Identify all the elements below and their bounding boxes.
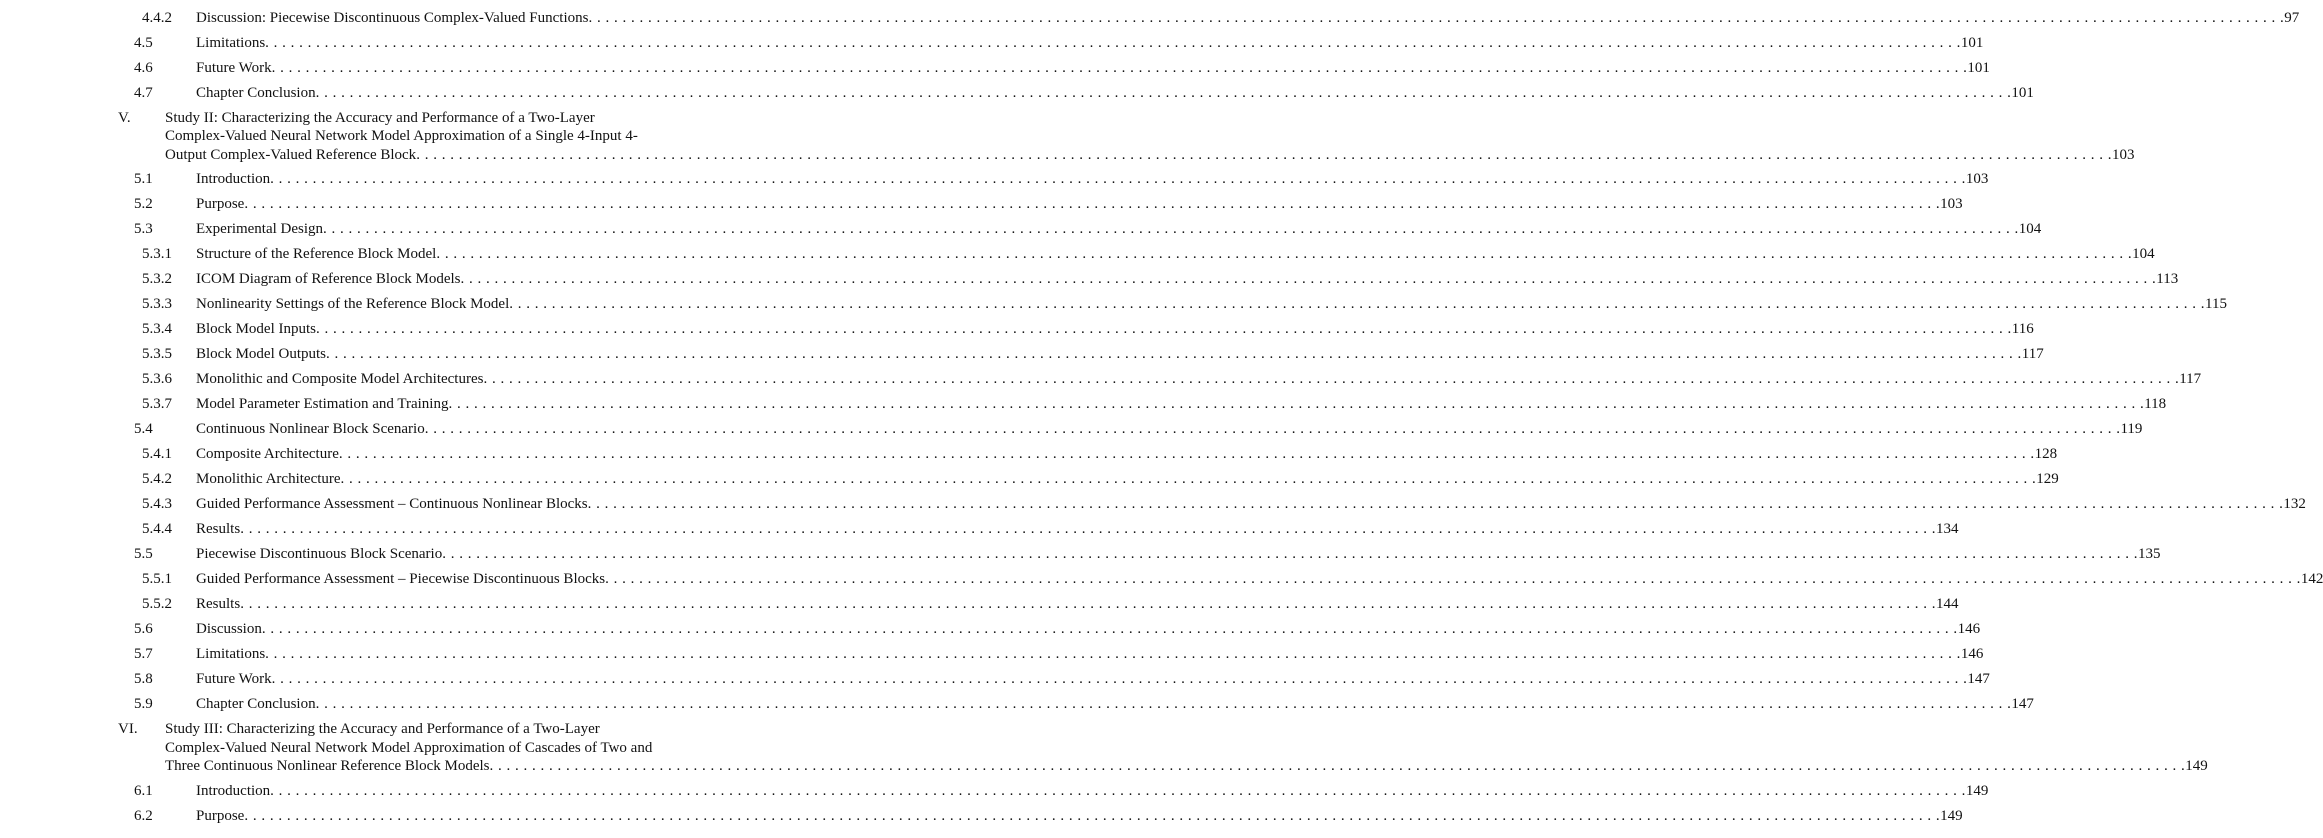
dot-leader: . . . . . . . . . . . . . . . . . . . . . . . . . . . . . . . . . . . . . . . . . . . . . . . . . . . . . . . . . . . . . . . . . . . . . . . . . . . . . . . . . . . . . . . . . . . . . . . . . . . . . . . . . . . . . . . . . . . . . . . . . . . . . . . . . . . . . . . . . . . . . . . . . . . . . . . . . . . . . . . . . . . . . . . . . . . . . . . . . . . . . . . . . . . . . . . . . . . . . . . . (316, 321, 2012, 337)
page-number: 132 (2283, 496, 2306, 512)
section-number: 5.3.6 (142, 371, 172, 387)
toc-entry[interactable] (0, 779, 1989, 804)
page-number: 101 (1967, 59, 1990, 76)
page-number: 128 (2034, 446, 2058, 462)
section-title: Guided Performance Assessment – Continuous Nonlinear Blocks (196, 496, 588, 512)
page-number: 101 (1960, 34, 1984, 51)
chapter-title (165, 109, 2135, 165)
dot-leader: . . . . . . . . . . . . . . . . . . . . . . . . . . . . . . . . . . . . . . . . . . . . . . . . . . . . . . . . . . . . . . . . . . . . . . . . . . . . . . . . . . . . . . . . . . . . . . . . . . . . . . . . . . . . . . . . . . . . . . . . . . . . . . . . . . . . . . . . . . . . . . . . . . . . . . . . . . . . . . . . . . . . . . . . . . . . . . . . . . . . . . . . . . . . . . . . . . . . . . . . (442, 546, 2138, 562)
section-number: 5.1 (134, 171, 153, 187)
section-number: 5.8 (134, 671, 153, 687)
section-title: Discussion (196, 621, 262, 637)
toc-entry-line (196, 567, 2323, 592)
section-title: Purpose (196, 196, 245, 212)
dot-leader: . . . . . . . . . . . . . . . . . . . . . . . . . . . . . . . . . . . . . . . . . . . . . . . . . . . . . . . . . . . . . . . . . . . . . . . . . . . . . . . . . . . . . . . . . . . . . . . . . . . . . . . . . . . . . . . . . . . . . . . . . . . . . . . . . . . . . . . . . . . . . . . . . . . . . . . . . . . . . . . . . . . . . . . . . . . . . . . . . . . . . . . . . . . . . . . . . . . . . . . . (605, 571, 2301, 587)
toc-entry-line (196, 242, 2155, 267)
dot-leader: . . . . . . . . . . . . . . . . . . . . . . . . . . . . . . . . . . . . . . . . . . . . . . . . . . . . . . . . . . . . . . . . . . . . . . . . . . . . . . . . . . . . . . . . . . . . . . . . . . . . . . . . . . . . . . . . . . . . . . . . . . . . . . . . . . . . . . . . . . . . . . . . . . . . . . . . . . . . . . . . . . . . . . . . . . . . . . . . . . . . . . . . . . . . . . . . . . . . . . . . (483, 371, 2180, 387)
toc-entry[interactable] (0, 192, 1963, 217)
chapter-title (165, 720, 2208, 776)
section-number: 5.2 (134, 196, 153, 212)
toc-entry[interactable] (0, 567, 2323, 592)
chapter-title-line: Complex-Valued Neural Network Model Approximation of a Single 4-Input 4- (165, 128, 638, 144)
page-number: 142 (2300, 571, 2323, 587)
section-title: Continuous Nonlinear Block Scenario (196, 421, 425, 437)
section-title: Monolithic and Composite Model Architectures (196, 371, 484, 387)
dot-leader: . . . . . . . . . . . . . . . . . . . . . . . . . . . . . . . . . . . . . . . . . . . . . . . . . . . . . . . . . . . . . . . . . . . . . . . . . . . . . . . . . . . . . . . . . . . . . . . . . . . . . . . . . . . . . . . . . . . . . . . . . . . . . . . . . . . . . . . . . . . . . . . . . . . . . . . . . . . . . . . . . . . . . . . . . . . . . . . . . . . . . . . . . . . . . . . . . . . . . . . . (265, 646, 1961, 662)
toc-entry-line (196, 517, 1959, 542)
toc-chapter-entry[interactable] (0, 109, 2135, 165)
section-number: 5.5.1 (142, 571, 172, 587)
page-number: 116 (2011, 321, 2034, 337)
section-number: 5.5 (134, 546, 153, 562)
section-number: 5.9 (134, 696, 153, 712)
dot-leader: . . . . . . . . . . . . . . . . . . . . . . . . . . . . . . . . . . . . . . . . . . . . . . . . . . . . . . . . . . . . . . . . . . . . . . . . . . . . . . . . . . . . . . . . . . . . . . . . . . . . . . . . . . . . . . . . . . . . . . . . . . . . . . . . . . . . . . . . . . . . . . . . . . . . . . . . . . . . . . . . . . . . . . . . . . . . . . . . . . . . . . . . . . . . . . . . . . . . . . . . (271, 59, 1968, 76)
toc-entry[interactable] (0, 56, 1990, 81)
toc-entry[interactable] (0, 467, 2059, 492)
dot-leader: . . . . . . . . . . . . . . . . . . . . . . . . . . . . . . . . . . . . . . . . . . . . . . . . . . . . . . . . . . . . . . . . . . . . . . . . . . . . . . . . . . . . . . . . . . . . . . . . . . . . . . . . . . . . . . . . . . . . . . . . . . . . . . . . . . . . . . . . . . . . . . . . . . . . . . . . . . . . . . . . . . . . . . . . . . . . . . . . . . . . . . . . . . . . . . . . . . . . . . . . (265, 34, 1961, 51)
toc-entry-line (196, 31, 1984, 56)
toc-entry-line (196, 292, 2227, 317)
page-number: 113 (2156, 271, 2179, 287)
toc-entry[interactable] (0, 6, 2300, 31)
dot-leader: . . . . . . . . . . . . . . . . . . . . . . . . . . . . . . . . . . . . . . . . . . . . . . . . . . . . . . . . . . . . . . . . . . . . . . . . . . . . . . . . . . . . . . . . . . . . . . . . . . . . . . . . . . . . . . . . . . . . . . . . . . . . . . . . . . . . . . . . . . . . . . . . . . . . . . . . . . . . . . . . . . . . . . . . . . . . . . . . . . . . . . . . . . . . . . . . . . . . . . . . (315, 696, 2012, 712)
chapter-title-line: Study II: Characterizing the Accuracy and Performance of a Two-Layer (165, 109, 595, 126)
toc-entry-line (196, 6, 2300, 31)
section-title: Future Work (196, 671, 272, 687)
dot-leader: . . . . . . . . . . . . . . . . . . . . . . . . . . . . . . . . . . . . . . . . . . . . . . . . . . . . . . . . . . . . . . . . . . . . . . . . . . . . . . . . . . . . . . . . . . . . . . . . . . . . . . . . . . . . . . . . . . . . . . . . . . . . . . . . . . . . . . . . . . . . . . . . . . . . . . . . . . . . . . . . . . . . . . . . . . . . . . . . . . . . . . . . . . . . . . . . . . . . . . . . (323, 221, 2019, 237)
toc-entry-line (196, 217, 2042, 242)
toc-entry[interactable] (0, 367, 2202, 392)
chapter-title-text: Three Continuous Nonlinear Reference Block Models (165, 758, 490, 774)
toc-entry[interactable] (0, 492, 2306, 517)
chapter-title-line: Study III: Characterizing the Accuracy and Performance of a Two-Layer (165, 721, 600, 737)
toc-entry-line (196, 442, 2058, 467)
dot-leader: . . . . . . . . . . . . . . . . . . . . . . . . . . . . . . . . . . . . . . . . . . . . . . . . . . . . . . . . . . . . . . . . . . . . . . . . . . . . . . . . . . . . . . . . . . . . . . . . . . . . . . . . . . . . . . . . . . . . . . . . . . . . . . . . . . . . . . . . . . . . . . . . . . . . . . . . . . . . . . . . . . . . . . . . . . . . . . . . . . . . . . . . . . . . . . . . . . . . . . . . (416, 146, 2112, 163)
dot-leader: . . . . . . . . . . . . . . . . . . . . . . . . . . . . . . . . . . . . . . . . . . . . . . . . . . . . . . . . . . . . . . . . . . . . . . . . . . . . . . . . . . . . . . . . . . . . . . . . . . . . . . . . . . . . . . . . . . . . . . . . . . . . . . . . . . . . . . . . . . . . . . . . . . . . . . . . . . . . . . . . . . . . . . . . . . . . . . . . . . . . . . . . . . . . . . . . . . . . . . . . (240, 521, 1936, 537)
section-number: 5.4.3 (142, 496, 172, 512)
toc-entry-line (196, 56, 1990, 81)
section-number: 5.3.7 (142, 396, 172, 412)
toc-entry[interactable] (0, 617, 1981, 642)
toc-entry-line (196, 267, 2179, 292)
dot-leader: . . . . . . . . . . . . . . . . . . . . . . . . . . . . . . . . . . . . . . . . . . . . . . . . . . . . . . . . . . . . . . . . . . . . . . . . . . . . . . . . . . . . . . . . . . . . . . . . . . . . . . . . . . . . . . . . . . . . . . . . . . . . . . . . . . . . . . . . . . . . . . . . . . . . . . . . . . . . . . . . . . . . . . . . . . . . . . . . . . . . . . . . . . . . . . . . . . . . . . . . (244, 196, 1941, 212)
section-title: Monolithic Architecture (196, 471, 341, 487)
dot-leader: . . . . . . . . . . . . . . . . . . . . . . . . . . . . . . . . . . . . . . . . . . . . . . . . . . . . . . . . . . . . . . . . . . . . . . . . . . . . . . . . . . . . . . . . . . . . . . . . . . . . . . . . . . . . . . . . . . . . . . . . . . . . . . . . . . . . . . . . . . . . . . . . . . . . . . . . . . . . . . . . . . . . . . . . . . . . . . . . . . . . . . . . . . . . . . . . . . . . . . . . (244, 807, 1941, 824)
page-number: 149 (1965, 782, 1989, 799)
section-title: Chapter Conclusion (196, 696, 316, 712)
toc-entry[interactable] (0, 167, 1989, 192)
section-number: 5.3.3 (142, 296, 172, 312)
toc-entry-line (196, 367, 2202, 392)
chapter-title-line: Complex-Valued Neural Network Model Approximation of Cascades of Two and (165, 739, 653, 756)
page-number: 104 (2132, 246, 2155, 262)
page-number: 104 (2018, 221, 2042, 237)
toc-entry-line (196, 804, 1963, 829)
page-number: 147 (2011, 696, 2034, 712)
section-number: 5.7 (134, 646, 153, 662)
toc-entry[interactable] (0, 417, 2143, 442)
toc-entry[interactable] (0, 642, 1984, 667)
toc-entry-line (196, 779, 1989, 804)
chapter-title-text: Output Complex-Valued Reference Block (165, 146, 417, 163)
toc-entry[interactable] (0, 442, 2058, 467)
section-title: Block Model Outputs (196, 346, 326, 362)
toc-entry[interactable] (0, 542, 2161, 567)
toc-entry[interactable] (0, 81, 2034, 106)
page-number: 103 (2111, 146, 2135, 163)
dot-leader: . . . . . . . . . . . . . . . . . . . . . . . . . . . . . . . . . . . . . . . . . . . . . . . . . . . . . . . . . . . . . . . . . . . . . . . . . . . . . . . . . . . . . . . . . . . . . . . . . . . . . . . . . . . . . . . . . . . . . . . . . . . . . . . . . . . . . . . . . . . . . . . . . . . . . . . . . . . . . . . . . . . . . . . . . . . . . . . . . . . . . . . . . . . . . . . . . . . . . . . . (489, 758, 2186, 774)
section-number: 5.5.2 (142, 596, 172, 612)
section-number: 4.7 (134, 84, 153, 101)
section-title: Purpose (196, 807, 245, 824)
toc-entry-line (196, 81, 2034, 106)
chapter-title-line (165, 146, 2135, 165)
dot-leader: . . . . . . . . . . . . . . . . . . . . . . . . . . . . . . . . . . . . . . . . . . . . . . . . . . . . . . . . . . . . . . . . . . . . . . . . . . . . . . . . . . . . . . . . . . . . . . . . . . . . . . . . . . . . . . . . . . . . . . . . . . . . . . . . . . . . . . . . . . . . . . . . . . . . . . . . . . . . . . . . . . . . . . . . . . . . . . . . . . . . . . . . . . . . . . . . . . . . . . . . (460, 271, 2157, 287)
toc-entry[interactable] (0, 217, 2042, 242)
page-number: 119 (2120, 421, 2143, 437)
page-number: 146 (1957, 621, 1981, 637)
section-number: 5.3.5 (142, 346, 172, 362)
dot-leader: . . . . . . . . . . . . . . . . . . . . . . . . . . . . . . . . . . . . . . . . . . . . . . . . . . . . . . . . . . . . . . . . . . . . . . . . . . . . . . . . . . . . . . . . . . . . . . . . . . . . . . . . . . . . . . . . . . . . . . . . . . . . . . . . . . . . . . . . . . . . . . . . . . . . . . . . . . . . . . . . . . . . . . . . . . . . . . . . . . . . . . . . . . . . . . . . . . . . . . . . (448, 396, 2145, 412)
toc-entry[interactable] (0, 667, 1990, 692)
section-title: ICOM Diagram of Reference Block Models (196, 271, 461, 287)
section-title: Composite Architecture (196, 446, 339, 462)
page-number: 129 (2036, 471, 2059, 487)
page-number: 144 (1935, 596, 1959, 612)
section-number: 5.3.1 (142, 246, 172, 262)
page-number: 101 (2011, 84, 2034, 101)
page-number: 135 (2137, 546, 2161, 562)
dot-leader: . . . . . . . . . . . . . . . . . . . . . . . . . . . . . . . . . . . . . . . . . . . . . . . . . . . . . . . . . . . . . . . . . . . . . . . . . . . . . . . . . . . . . . . . . . . . . . . . . . . . . . . . . . . . . . . . . . . . . . . . . . . . . . . . . . . . . . . . . . . . . . . . . . . . . . . . . . . . . . . . . . . . . . . . . . . . . . . . . . . . . . . . . . . . . . . . . . . . . . . . (270, 782, 1966, 799)
section-title: Guided Performance Assessment – Piecewise Discontinuous Blocks (196, 571, 606, 587)
section-title: Introduction (196, 782, 271, 799)
section-number: 5.4.1 (142, 446, 172, 462)
section-number: 4.5 (134, 34, 153, 51)
page-number: 147 (1967, 671, 1990, 687)
section-title: Structure of the Reference Block Model (196, 246, 437, 262)
section-number: 5.6 (134, 621, 153, 637)
toc-entry-line (196, 317, 2034, 342)
section-number: 5.4 (134, 421, 153, 437)
section-number: 5.4.2 (142, 471, 172, 487)
toc-entry-line (196, 542, 2161, 567)
dot-leader: . . . . . . . . . . . . . . . . . . . . . . . . . . . . . . . . . . . . . . . . . . . . . . . . . . . . . . . . . . . . . . . . . . . . . . . . . . . . . . . . . . . . . . . . . . . . . . . . . . . . . . . . . . . . . . . . . . . . . . . . . . . . . . . . . . . . . . . . . . . . . . . . . . . . . . . . . . . . . . . . . . . . . . . . . . . . . . . . . . . . . . . . . . . . . . . . . . . . . . . . (261, 621, 1958, 637)
dot-leader: . . . . . . . . . . . . . . . . . . . . . . . . . . . . . . . . . . . . . . . . . . . . . . . . . . . . . . . . . . . . . . . . . . . . . . . . . . . . . . . . . . . . . . . . . . . . . . . . . . . . . . . . . . . . . . . . . . . . . . . . . . . . . . . . . . . . . . . . . . . . . . . . . . . . . . . . . . . . . . . . . . . . . . . . . . . . . . . . . . . . . . . . . . . . . . . . . . . . . . . . (271, 671, 1968, 687)
toc-entry[interactable] (0, 804, 1963, 829)
toc-entry-line (196, 417, 2143, 442)
page-number: 103 (1940, 196, 1963, 212)
dot-leader: . . . . . . . . . . . . . . . . . . . . . . . . . . . . . . . . . . . . . . . . . . . . . . . . . . . . . . . . . . . . . . . . . . . . . . . . . . . . . . . . . . . . . . . . . . . . . . . . . . . . . . . . . . . . . . . . . . . . . . . . . . . . . . . . . . . . . . . . . . . . . . . . . . . . . . . . . . . . . . . . . . . . . . . . . . . . . . . . . . . . . . . . . . . . . . . . . . . . . . . . (338, 446, 2035, 462)
page-number: 149 (1940, 807, 1963, 824)
toc-entry[interactable] (0, 517, 1959, 542)
section-title: Piecewise Discontinuous Block Scenario (196, 546, 443, 562)
section-title: Future Work (196, 59, 272, 76)
section-number: 6.1 (134, 782, 153, 799)
toc-entry-line (196, 392, 2167, 417)
chapter-number: VI. (118, 721, 138, 737)
chapter-title-line (165, 757, 2208, 776)
page-number: 97 (2284, 9, 2300, 26)
page-number: 115 (2205, 296, 2227, 312)
toc-entry-line (196, 342, 2044, 367)
toc-entry[interactable] (0, 317, 2034, 342)
page-number: 103 (1965, 171, 1989, 187)
toc-entry-line (196, 592, 1959, 617)
section-number: 5.3.4 (142, 321, 172, 337)
page-number: 149 (2185, 758, 2208, 774)
section-title: Experimental Design (196, 221, 324, 237)
page-number: 118 (2144, 396, 2167, 412)
toc-entry[interactable] (0, 292, 2227, 317)
section-title: Chapter Conclusion (196, 84, 316, 101)
dot-leader: . . . . . . . . . . . . . . . . . . . . . . . . . . . . . . . . . . . . . . . . . . . . . . . . . . . . . . . . . . . . . . . . . . . . . . . . . . . . . . . . . . . . . . . . . . . . . . . . . . . . . . . . . . . . . . . . . . . . . . . . . . . . . . . . . . . . . . . . . . . . . . . . . . . . . . . . . . . . . . . . . . . . . . . . . . . . . . . . . . . . . . . . . . . . . . . . . . . . . . . . (436, 246, 2133, 262)
toc-entry-line (196, 667, 1990, 692)
dot-leader: . . . . . . . . . . . . . . . . . . . . . . . . . . . . . . . . . . . . . . . . . . . . . . . . . . . . . . . . . . . . . . . . . . . . . . . . . . . . . . . . . . . . . . . . . . . . . . . . . . . . . . . . . . . . . . . . . . . . . . . . . . . . . . . . . . . . . . . . . . . . . . . . . . . . . . . . . . . . . . . . . . . . . . . . . . . . . . . . . . . . . . . . . . . . . . . . . . . . . . . . (587, 496, 2284, 512)
section-title: Limitations (196, 646, 266, 662)
section-title: Model Parameter Estimation and Training (196, 396, 449, 412)
section-number: 5.3.2 (142, 271, 172, 287)
table-of-contents (0, 6, 2323, 829)
chapter-number: V. (118, 109, 131, 126)
section-title: Discussion: Piecewise Discontinuous Complex-Valued Functions (196, 9, 589, 26)
toc-entry-line (196, 692, 2034, 717)
page-number: 146 (1960, 646, 1984, 662)
page-number: 117 (2021, 346, 2044, 362)
toc-entry-line (196, 642, 1984, 667)
dot-leader: . . . . . . . . . . . . . . . . . . . . . . . . . . . . . . . . . . . . . . . . . . . . . . . . . . . . . . . . . . . . . . . . . . . . . . . . . . . . . . . . . . . . . . . . . . . . . . . . . . . . . . . . . . . . . . . . . . . . . . . . . . . . . . . . . . . . . . . . . . . . . . . . . . . . . . . . . . . . . . . . . . . . . . . . . . . . . . . . . . . . . . . . . . . . . . . . . . . . . . . . (240, 596, 1936, 612)
dot-leader: . . . . . . . . . . . . . . . . . . . . . . . . . . . . . . . . . . . . . . . . . . . . . . . . . . . . . . . . . . . . . . . . . . . . . . . . . . . . . . . . . . . . . . . . . . . . . . . . . . . . . . . . . . . . . . . . . . . . . . . . . . . . . . . . . . . . . . . . . . . . . . . . . . . . . . . . . . . . . . . . . . . . . . . . . . . . . . . . . . . . . . . . . . . . . . . . . . . . . . . . (340, 471, 2037, 487)
dot-leader: . . . . . . . . . . . . . . . . . . . . . . . . . . . . . . . . . . . . . . . . . . . . . . . . . . . . . . . . . . . . . . . . . . . . . . . . . . . . . . . . . . . . . . . . . . . . . . . . . . . . . . . . . . . . . . . . . . . . . . . . . . . . . . . . . . . . . . . . . . . . . . . . . . . . . . . . . . . . . . . . . . . . . . . . . . . . . . . . . . . . . . . . . . . . . . . . . . . . . . . . (588, 9, 2285, 26)
dot-leader: . . . . . . . . . . . . . . . . . . . . . . . . . . . . . . . . . . . . . . . . . . . . . . . . . . . . . . . . . . . . . . . . . . . . . . . . . . . . . . . . . . . . . . . . . . . . . . . . . . . . . . . . . . . . . . . . . . . . . . . . . . . . . . . . . . . . . . . . . . . . . . . . . . . . . . . . . . . . . . . . . . . . . . . . . . . . . . . . . . . . . . . . . . . . . . . . . . . . . . . . (509, 296, 2205, 312)
section-number: 5.4.4 (142, 521, 172, 537)
section-number: 5.3 (134, 221, 153, 237)
section-number: 6.2 (134, 807, 153, 824)
toc-entry-line (196, 492, 2306, 517)
toc-entry[interactable] (0, 392, 2167, 417)
toc-entry[interactable] (0, 31, 1984, 56)
toc-entry[interactable] (0, 267, 2179, 292)
page-number: 117 (2179, 371, 2202, 387)
toc-entry-line (196, 467, 2059, 492)
toc-entry[interactable] (0, 342, 2044, 367)
section-number: 4.4.2 (142, 9, 172, 26)
section-title: Results (196, 521, 241, 537)
dot-leader: . . . . . . . . . . . . . . . . . . . . . . . . . . . . . . . . . . . . . . . . . . . . . . . . . . . . . . . . . . . . . . . . . . . . . . . . . . . . . . . . . . . . . . . . . . . . . . . . . . . . . . . . . . . . . . . . . . . . . . . . . . . . . . . . . . . . . . . . . . . . . . . . . . . . . . . . . . . . . . . . . . . . . . . . . . . . . . . . . . . . . . . . . . . . . . . . . . . . . . . . (326, 346, 2022, 362)
toc-entry-line (196, 167, 1989, 192)
toc-entry[interactable] (0, 592, 1959, 617)
dot-leader: . . . . . . . . . . . . . . . . . . . . . . . . . . . . . . . . . . . . . . . . . . . . . . . . . . . . . . . . . . . . . . . . . . . . . . . . . . . . . . . . . . . . . . . . . . . . . . . . . . . . . . . . . . . . . . . . . . . . . . . . . . . . . . . . . . . . . . . . . . . . . . . . . . . . . . . . . . . . . . . . . . . . . . . . . . . . . . . . . . . . . . . . . . . . . . . . . . . . . . . . (270, 171, 1966, 187)
dot-leader: . . . . . . . . . . . . . . . . . . . . . . . . . . . . . . . . . . . . . . . . . . . . . . . . . . . . . . . . . . . . . . . . . . . . . . . . . . . . . . . . . . . . . . . . . . . . . . . . . . . . . . . . . . . . . . . . . . . . . . . . . . . . . . . . . . . . . . . . . . . . . . . . . . . . . . . . . . . . . . . . . . . . . . . . . . . . . . . . . . . . . . . . . . . . . . . . . . . . . . . . (424, 421, 2121, 437)
toc-entry[interactable] (0, 692, 2034, 717)
section-title: Block Model Inputs (196, 321, 316, 337)
toc-entry-line (196, 192, 1963, 217)
section-number: 4.6 (134, 59, 153, 76)
section-title: Introduction (196, 171, 271, 187)
page-number: 134 (1935, 521, 1959, 537)
section-title: Limitations (196, 34, 266, 51)
dot-leader: . . . . . . . . . . . . . . . . . . . . . . . . . . . . . . . . . . . . . . . . . . . . . . . . . . . . . . . . . . . . . . . . . . . . . . . . . . . . . . . . . . . . . . . . . . . . . . . . . . . . . . . . . . . . . . . . . . . . . . . . . . . . . . . . . . . . . . . . . . . . . . . . . . . . . . . . . . . . . . . . . . . . . . . . . . . . . . . . . . . . . . . . . . . . . . . . . . . . . . . . (315, 84, 2012, 101)
section-title: Nonlinearity Settings of the Reference Block Model (196, 296, 510, 312)
toc-entry-line (196, 617, 1981, 642)
toc-entry[interactable] (0, 242, 2155, 267)
toc-chapter-entry[interactable] (0, 720, 2208, 776)
section-title: Results (196, 596, 241, 612)
